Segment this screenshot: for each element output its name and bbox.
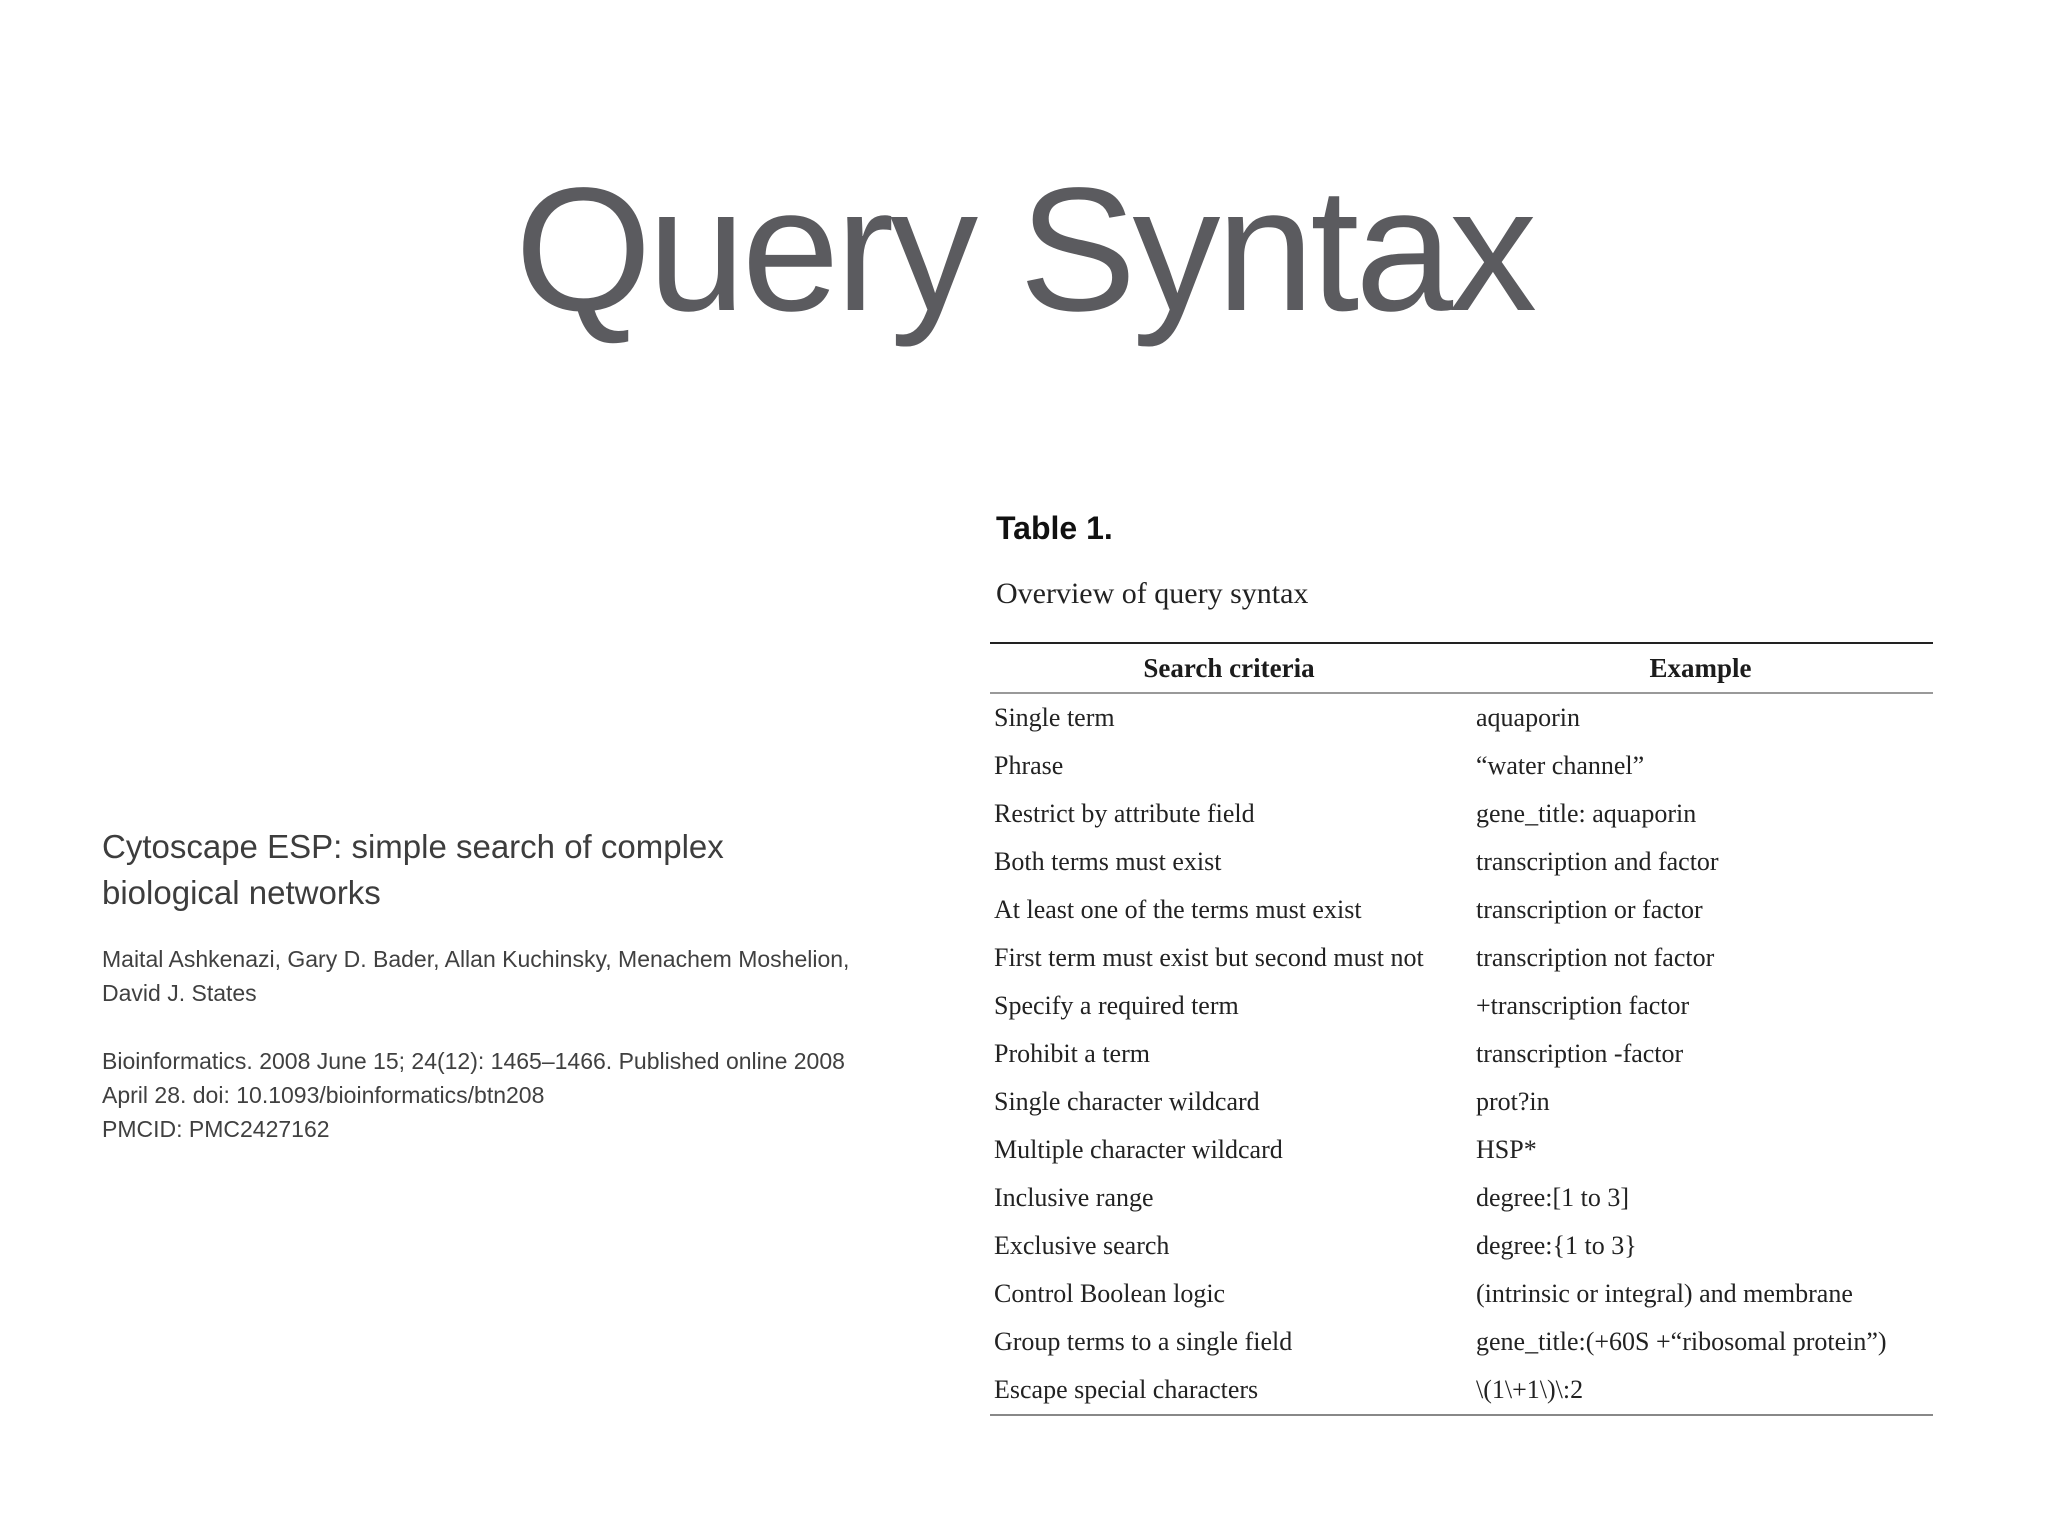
table-row xyxy=(990,693,1933,742)
criteria-cell: Restrict by attribute field xyxy=(994,799,1255,828)
criteria-cell: Prohibit a term xyxy=(994,1039,1150,1068)
column-header-example: Example xyxy=(1468,643,1933,693)
example-cell: +transcription factor xyxy=(1476,991,1690,1020)
table-row xyxy=(990,1078,1933,1126)
paper-title-line: biological networks xyxy=(102,874,381,911)
table-row xyxy=(990,1030,1933,1078)
table-row xyxy=(990,1174,1933,1222)
table-row xyxy=(990,1318,1933,1366)
criteria-cell: Group terms to a single field xyxy=(994,1327,1293,1356)
criteria-cell: Control Boolean logic xyxy=(994,1279,1226,1308)
criteria-cell: Phrase xyxy=(994,751,1064,780)
criteria-cell: Single term xyxy=(994,703,1115,732)
paper-title xyxy=(102,824,922,916)
example-cell: degree:[1 to 3] xyxy=(1476,1183,1630,1212)
table-row xyxy=(990,1366,1933,1415)
table-header-row xyxy=(990,643,1933,693)
table-caption: Overview of query syntax xyxy=(996,577,1309,610)
example-cell: gene_title: aquaporin xyxy=(1476,799,1697,828)
publication-line: Bioinformatics. 2008 June 15; 24(12): 1465–1466. Published online 2008 xyxy=(102,1048,845,1074)
authors-line: David J. States xyxy=(102,980,257,1006)
slide-title: Query Syntax xyxy=(514,152,1534,348)
criteria-cell: Inclusive range xyxy=(994,1183,1154,1212)
table-row xyxy=(990,886,1933,934)
example-cell: transcription -factor xyxy=(1476,1039,1684,1068)
example-cell: \(1\+1\)\:2 xyxy=(1476,1375,1584,1404)
publication-info xyxy=(102,1044,922,1146)
example-cell: transcription or factor xyxy=(1476,895,1703,924)
criteria-cell: Exclusive search xyxy=(994,1231,1170,1260)
criteria-cell: At least one of the terms must exist xyxy=(994,895,1362,924)
example-cell: gene_title:(+60S +“ribosomal protein”) xyxy=(1476,1327,1887,1356)
table-row xyxy=(990,1126,1933,1174)
criteria-cell: First term must exist but second must not xyxy=(994,943,1424,972)
example-cell: (intrinsic or integral) and membrane xyxy=(1476,1279,1853,1308)
pmcid: PMCID: PMC2427162 xyxy=(102,1116,330,1142)
table-row xyxy=(990,1270,1933,1318)
example-cell: prot?in xyxy=(1476,1087,1550,1116)
table-row xyxy=(990,790,1933,838)
table-row xyxy=(990,742,1933,790)
column-header-search-criteria: Search criteria xyxy=(990,643,1468,693)
example-cell: degree:{1 to 3} xyxy=(1476,1231,1637,1260)
table-row xyxy=(990,838,1933,886)
authors xyxy=(102,942,922,1010)
example-cell: aquaporin xyxy=(1476,703,1580,732)
table-row xyxy=(990,982,1933,1030)
table-row xyxy=(990,1222,1933,1270)
criteria-cell: Multiple character wildcard xyxy=(994,1135,1283,1164)
table-row xyxy=(990,934,1933,982)
example-cell: HSP* xyxy=(1476,1135,1537,1164)
criteria-cell: Single character wildcard xyxy=(994,1087,1260,1116)
table-label: Table 1. xyxy=(996,510,1113,546)
criteria-cell: Escape special characters xyxy=(994,1375,1259,1404)
criteria-cell: Both terms must exist xyxy=(994,847,1222,876)
publication-line: April 28. doi: 10.1093/bioinformatics/btn208 xyxy=(102,1082,545,1108)
authors-line: Maital Ashkenazi, Gary D. Bader, Allan Kuchinsky, Menachem Moshelion, xyxy=(102,946,850,972)
example-cell: “water channel” xyxy=(1476,751,1645,780)
paper-title-line: Cytoscape ESP: simple search of complex xyxy=(102,828,724,865)
criteria-cell: Specify a required term xyxy=(994,991,1239,1020)
table-figure xyxy=(990,500,1940,1416)
citation-block xyxy=(102,824,922,1146)
example-cell: transcription not factor xyxy=(1476,943,1715,972)
example-cell: transcription and factor xyxy=(1476,847,1719,876)
query-syntax-table xyxy=(990,642,1933,1416)
